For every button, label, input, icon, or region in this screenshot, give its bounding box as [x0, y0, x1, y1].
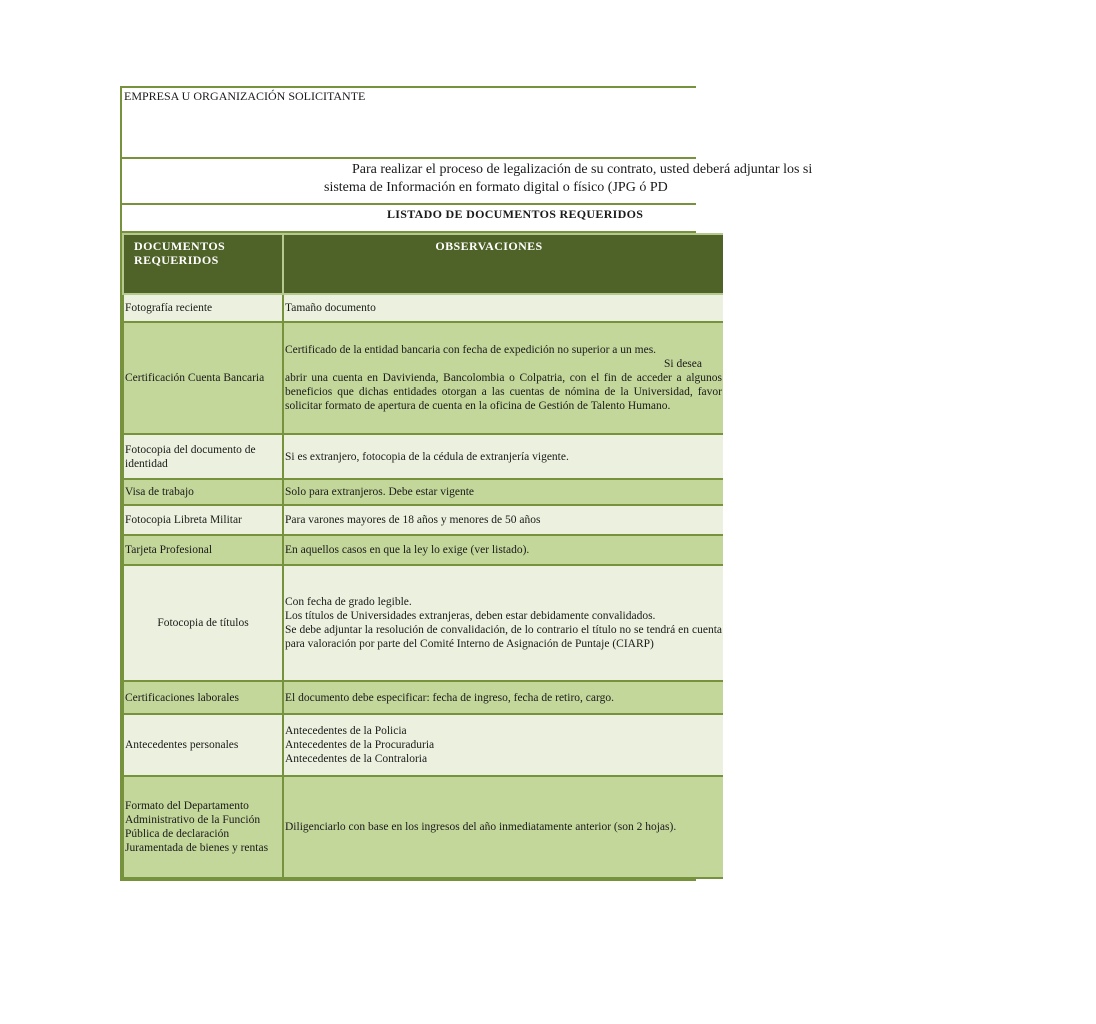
list-title: LISTADO DE DOCUMENTOS REQUERIDOS	[387, 207, 644, 221]
obs-cell	[283, 565, 723, 681]
obs-line: Si desea	[663, 358, 702, 370]
doc-cell: Tarjeta Profesional	[123, 535, 283, 565]
obs-cell	[283, 322, 723, 434]
obs-cell: Diligenciarlo con base en los ingresos del año inmediatamente anterior (son 2 hojas).	[283, 776, 723, 878]
doc-cell: Certificaciones laborales	[123, 681, 283, 714]
obs-cell: Tamaño documento	[283, 294, 723, 322]
table-header	[123, 234, 723, 294]
obs-line: Antecedentes de la Policia	[285, 725, 407, 737]
obs-cell: El documento debe especificar: fecha de ingreso, fecha de retiro, cargo.	[283, 681, 723, 714]
header-observations: OBSERVACIONES	[283, 234, 723, 294]
doc-cell: Certificación Cuenta Bancaria	[123, 322, 283, 434]
doc-cell: Fotografía reciente	[123, 294, 283, 322]
table-row	[123, 714, 723, 776]
obs-line: abrir una cuenta en Davivienda, Bancolombia o Colpatria, con el fin de acceder a algunos beneficios que dichas entidades otorgan a las cuentas de nómina de la Universidad, favor solicitar formato de apertura de cuenta en la oficina de Gestión de Talento Humano.	[285, 372, 722, 412]
intro-text	[122, 159, 813, 205]
doc-cell: Visa de trabajo	[123, 479, 283, 505]
table-row	[123, 565, 723, 681]
doc-cell: Antecedentes personales	[123, 714, 283, 776]
obs-line: Antecedentes de la Procuraduria	[285, 739, 435, 751]
obs-cell: Si es extranjero, fotocopia de la cédula de extranjería vigente.	[283, 434, 723, 479]
company-field	[122, 88, 696, 159]
list-title-row	[122, 205, 696, 233]
doc-cell: Formato del Departamento Administrativo de la Función Pública de declaración Juramentada de bienes y rentas	[123, 776, 283, 878]
table-row	[123, 434, 723, 479]
documents-table	[122, 233, 723, 879]
table-row	[123, 535, 723, 565]
intro-line-2: sistema de Información en formato digital o físico (JPG ó PD	[324, 180, 668, 195]
header-documents: DOCUMENTOS REQUERIDOS	[123, 234, 283, 294]
obs-line: Antecedentes de la Contraloria	[285, 753, 428, 765]
obs-line: Se debe adjuntar la resolución de convalidación, de lo contrario el título no se tendrá en cuenta para valoración por parte del Comité Interno de Asignación de Puntaje (CIARP)	[285, 624, 722, 650]
table-row	[123, 294, 723, 322]
doc-cell: Fotocopia del documento de identidad	[123, 434, 283, 479]
table-row	[123, 322, 723, 434]
requirements-sheet	[120, 86, 813, 881]
table-row	[123, 479, 723, 505]
obs-cell: En aquellos casos en que la ley lo exige (ver listado).	[283, 535, 723, 565]
doc-cell: Fotocopia Libreta Militar	[123, 505, 283, 535]
obs-line: Con fecha de grado legible.	[285, 596, 412, 608]
obs-cell: Para varones mayores de 18 años y menores de 50 años	[283, 505, 723, 535]
doc-cell: Fotocopia de títulos	[123, 565, 283, 681]
table-row	[123, 505, 723, 535]
intro-line-1: Para realizar el proceso de legalización de su contrato, usted deberá adjuntar los si	[352, 162, 813, 177]
obs-line: Certificado de la entidad bancaria con fecha de expedición no superior a un mes.	[285, 344, 657, 356]
company-label: EMPRESA U ORGANIZACIÓN SOLICITANTE	[124, 89, 366, 103]
table-row	[123, 681, 723, 714]
table-row	[123, 776, 723, 878]
obs-cell	[283, 714, 723, 776]
obs-line: Los títulos de Universidades extranjeras, deben estar debidamente convalidados.	[285, 610, 656, 622]
sheet-frame	[120, 86, 813, 881]
obs-cell: Solo para extranjeros. Debe estar vigente	[283, 479, 723, 505]
